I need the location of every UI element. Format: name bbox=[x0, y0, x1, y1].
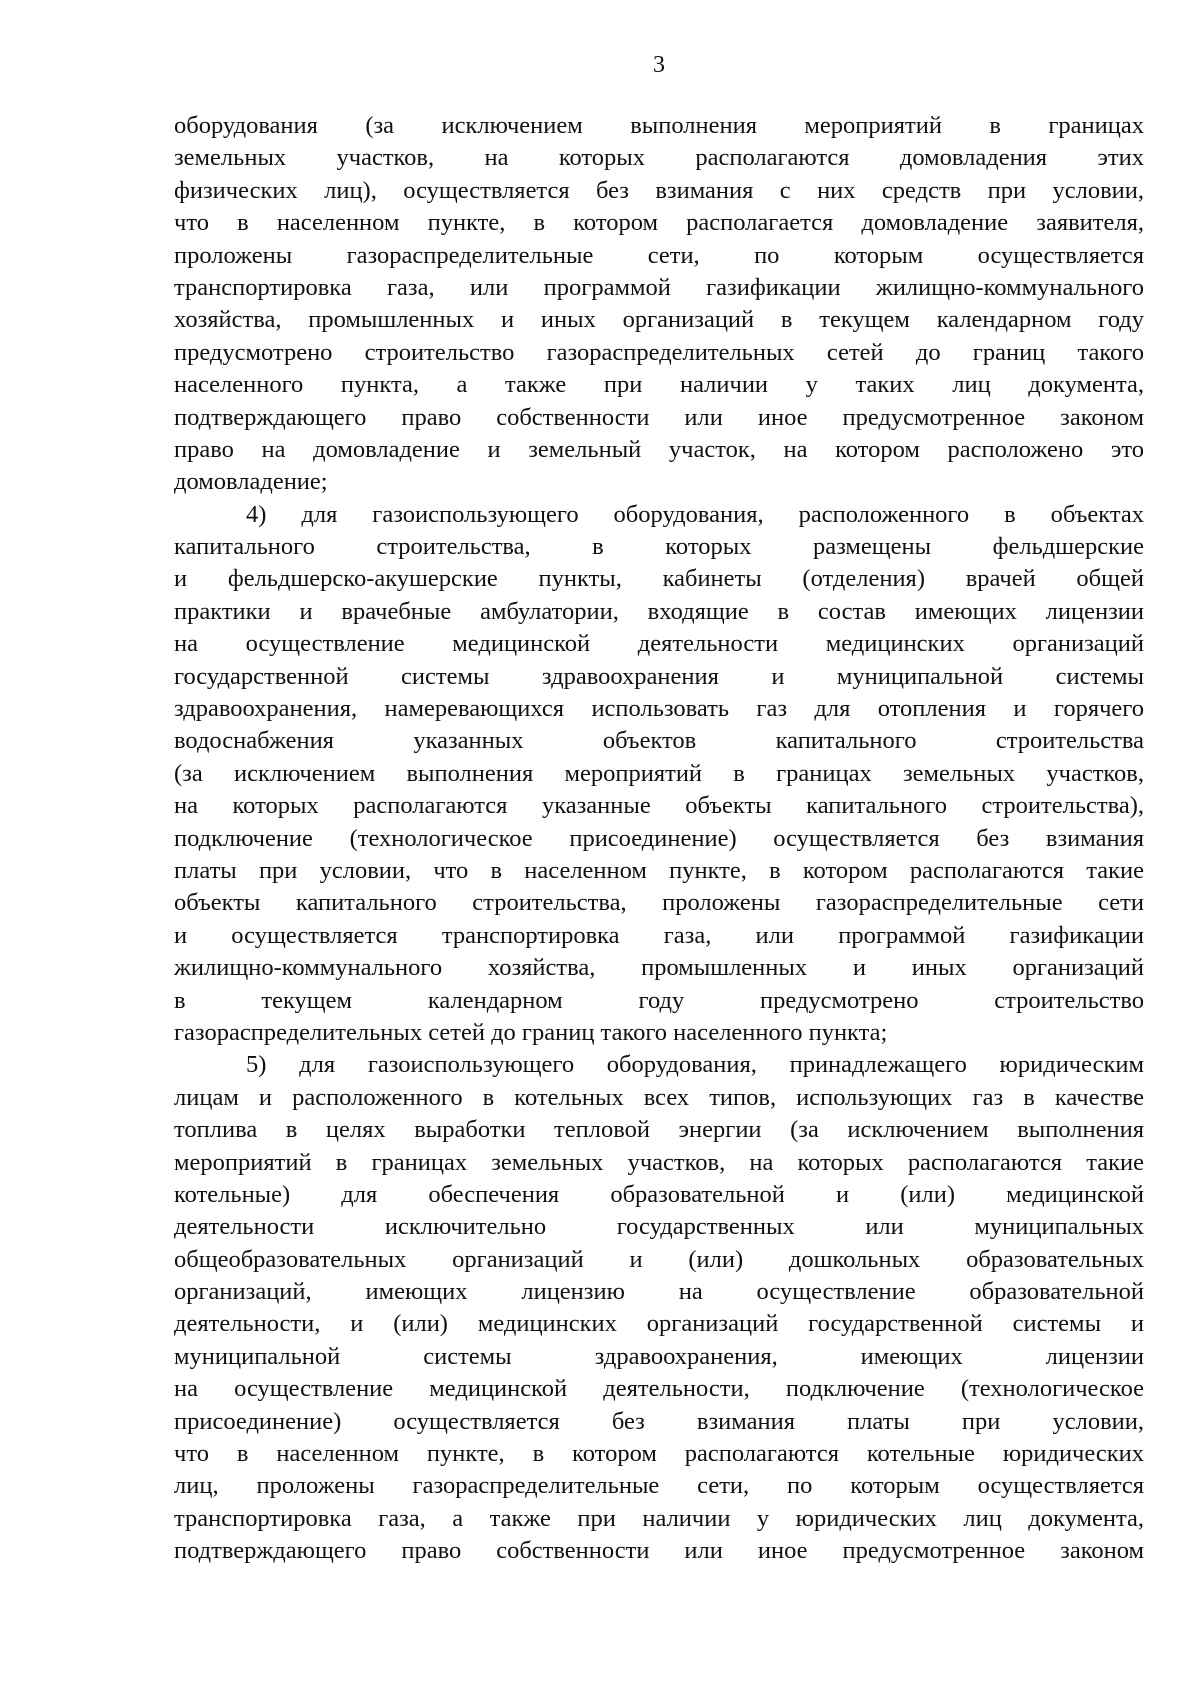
text-line: жилищно-коммунального хозяйства, промышленных и иных организаций bbox=[174, 954, 1144, 982]
text-line: домовладение; bbox=[174, 468, 328, 496]
text-line: транспортировка газа, или программой газификации жилищно-коммунального bbox=[174, 273, 1144, 301]
text-line: государственной системы здравоохранения и муниципальной системы bbox=[174, 662, 1144, 690]
text-line: газораспределительных сетей до границ такого населенного пункта; bbox=[174, 1018, 888, 1046]
text-line: право на домовладение и земельный участок, на котором расположено это bbox=[174, 435, 1144, 463]
text-line: капитального строительства, в которых размещены фельдшерские bbox=[174, 533, 1144, 561]
text-line: лиц, проложены газораспределительные сети, по которым осуществляется bbox=[174, 1472, 1144, 1500]
text-line: подключение (технологическое присоединение) осуществляется без взимания bbox=[174, 824, 1144, 852]
text-line: на осуществление медицинской деятельности медицинских организаций bbox=[174, 630, 1144, 658]
document-body bbox=[174, 110, 1144, 1568]
text-line: платы при условии, что в населенном пункте, в котором располагаются такие bbox=[174, 856, 1144, 884]
text-line: что в населенном пункте, в котором располагается домовладение заявителя, bbox=[174, 209, 1144, 237]
text-line: деятельности исключительно государственных или муниципальных bbox=[174, 1213, 1144, 1241]
text-line: населенного пункта, а также при наличии у таких лиц документа, bbox=[174, 371, 1144, 399]
text-line: общеобразовательных организаций и (или) дошкольных образовательных bbox=[174, 1245, 1144, 1273]
text-line: топлива в целях выработки тепловой энергии (за исключением выполнения bbox=[174, 1116, 1144, 1144]
text-line: деятельности, и (или) медицинских организаций государственной системы и bbox=[174, 1310, 1144, 1338]
text-line: и осуществляется транспортировка газа, или программой газификации bbox=[174, 921, 1144, 949]
text-line: здравоохранения, намеревающихся использовать газ для отопления и горячего bbox=[174, 695, 1144, 723]
list-item-first-line: 4) для газоиспользующего оборудования, расположенного в объектах bbox=[246, 500, 1144, 528]
text-line: земельных участков, на которых располагаются домовладения этих bbox=[174, 144, 1144, 172]
text-line: мероприятий в границах земельных участков, на которых располагаются такие bbox=[174, 1148, 1144, 1176]
text-line: на которых располагаются указанные объекты капитального строительства), bbox=[174, 792, 1144, 820]
text-line: и фельдшерско-акушерские пункты, кабинеты (отделения) врачей общей bbox=[174, 565, 1144, 593]
text-line: физических лиц), осуществляется без взимания с них средств при условии, bbox=[174, 176, 1144, 204]
text-line: проложены газораспределительные сети, по которым осуществляется bbox=[174, 241, 1144, 269]
text-line: объекты капитального строительства, проложены газораспределительные сети bbox=[174, 889, 1144, 917]
page-number: 3 bbox=[653, 52, 665, 78]
list-item-first-line: 5) для газоиспользующего оборудования, принадлежащего юридическим bbox=[246, 1051, 1144, 1079]
text-line: (за исключением выполнения мероприятий в границах земельных участков, bbox=[174, 759, 1144, 787]
text-line: что в населенном пункте, в котором располагаются котельные юридических bbox=[174, 1440, 1144, 1468]
text-line: подтверждающего право собственности или иное предусмотренное законом bbox=[174, 1537, 1144, 1565]
text-line: лицам и расположенного в котельных всех типов, использующих газ в качестве bbox=[174, 1083, 1144, 1111]
text-line: котельные) для обеспечения образовательной и (или) медицинской bbox=[174, 1180, 1144, 1208]
text-line: подтверждающего право собственности или иное предусмотренное законом bbox=[174, 403, 1144, 431]
text-line: в текущем календарном году предусмотрено строительство bbox=[174, 986, 1144, 1014]
text-line: практики и врачебные амбулатории, входящие в состав имеющих лицензии bbox=[174, 597, 1144, 625]
text-line: присоединение) осуществляется без взимания платы при условии, bbox=[174, 1407, 1144, 1435]
text-line: на осуществление медицинской деятельности, подключение (технологическое bbox=[174, 1375, 1144, 1403]
text-line: транспортировка газа, а также при наличии у юридических лиц документа, bbox=[174, 1504, 1144, 1532]
text-line: организаций, имеющих лицензию на осуществление образовательной bbox=[174, 1278, 1144, 1306]
text-line: предусмотрено строительство газораспределительных сетей до границ такого bbox=[174, 338, 1144, 366]
text-line: оборудования (за исключением выполнения мероприятий в границах bbox=[174, 112, 1144, 139]
text-line: муниципальной системы здравоохранения, имеющих лицензии bbox=[174, 1342, 1144, 1370]
text-line: хозяйства, промышленных и иных организаций в текущем календарном году bbox=[174, 306, 1144, 334]
text-line: водоснабжения указанных объектов капитального строительства bbox=[174, 727, 1144, 755]
